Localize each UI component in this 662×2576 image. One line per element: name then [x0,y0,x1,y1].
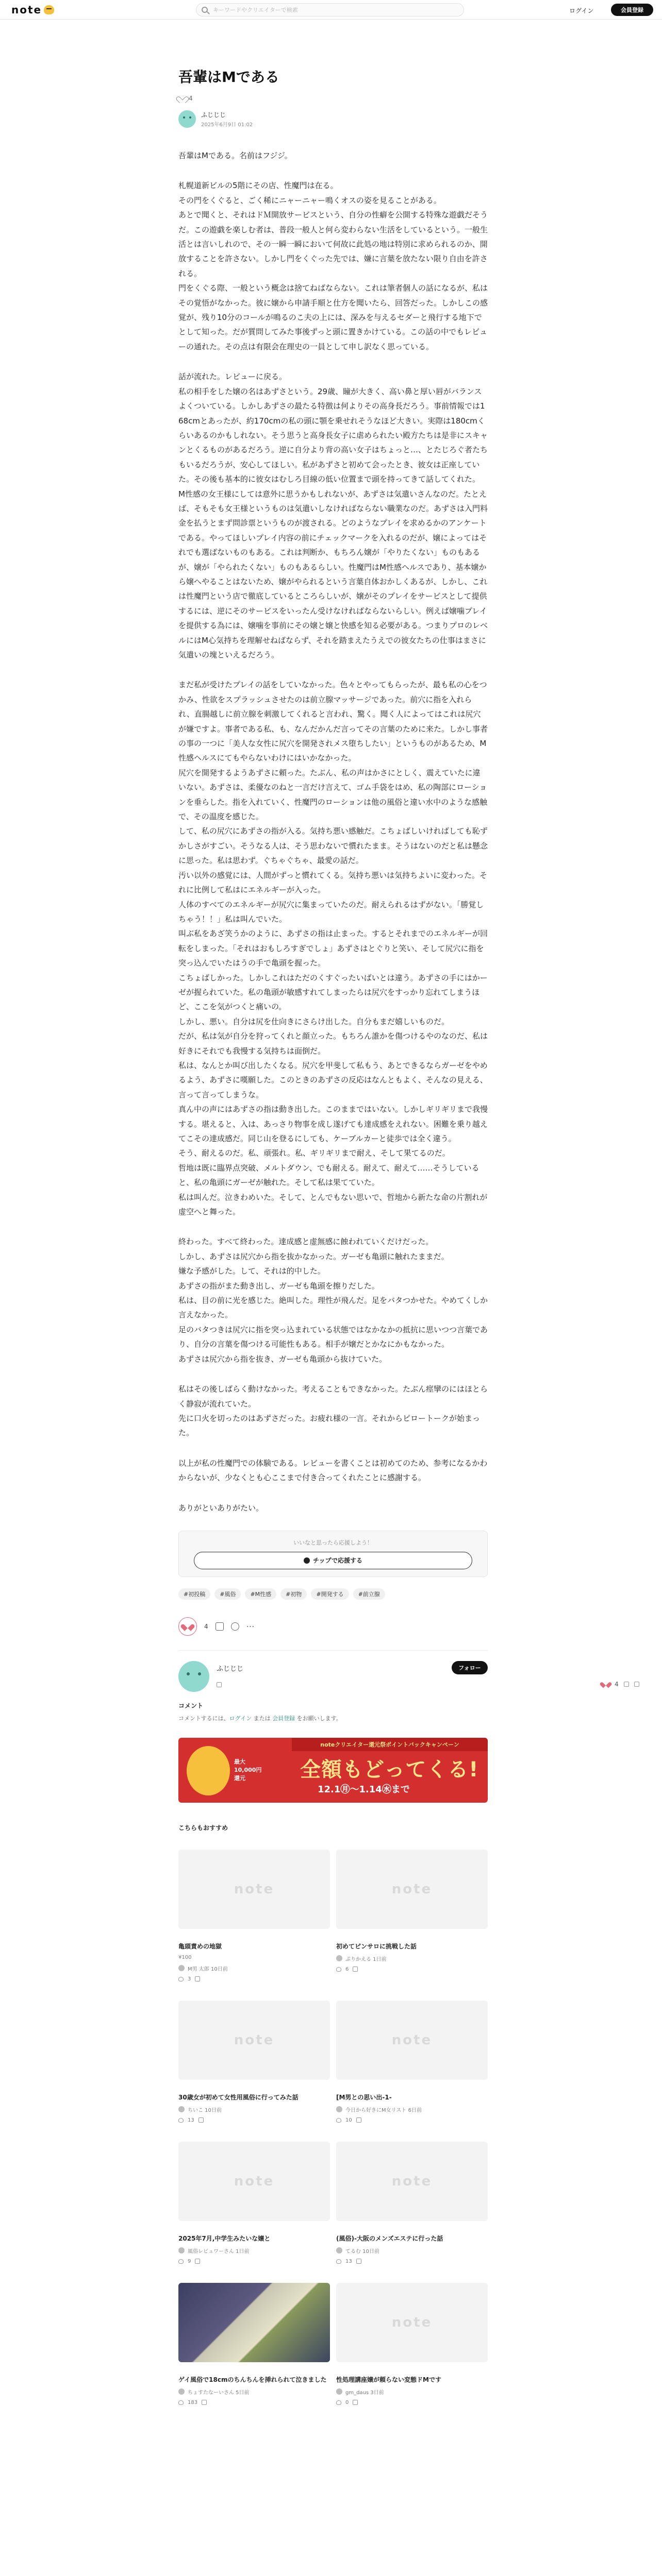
heart-icon [184,1623,192,1630]
recommended-card[interactable] [336,2142,488,2264]
tag-list [178,1588,488,1600]
comment-heading: コメント [178,1702,204,1709]
card-bookmark-icon[interactable] [356,2259,361,2264]
body-paragraph: 話が流れた。レビューに戻る。 私の相手をした嬢の名はあずさという。29歳、瞳が大きく、高い鼻と厚い唇がバランスよくついている。しかしあずさの最たる特徴は何よりその高身長だろう。事前情報では168cmとあったが、約170cmの私の頭に顎を乗せれそうなほど大きい。実際は180cmくらいあるのかもしれない。そう思うと高身長女子に虐められたい殿方たちは是非にスキャンとくるものがあるだろう。逆に自分より背の高い女子はちょっと…、とたじろぐ者たちもいるだろうが、安心してほしい。私があずさと初めて会ったとき、彼女は正座していた。その後も基本的に彼女はむしろ目線の低い位置まで頭を持ってきて話してくれた。 M性感の女王様にしては意外に思うかもしれないが、あずさは気遣いさんなのだ。たとえば、そもそも女王様というものは気遣いしなければならない職業なのだ。あずさは入門料金を払うとまず問診票というものが渡される。どのようなプレイを求めるかのアンケートである。やってほしいプレイ内容の前にチェックマークを入れるのだが、嬢によってはそれでも選ばないものもある。これは判断か、もちろん嬢が「やりたくない」ものもあるが、嬢が「やられたくない」ものもあるらしい。性魔門はM性感ヘルスであり、基本嬢から嬢へやることはないため、嬢がやられるという言葉自体おかしくあるが、しかし、これは性魔門という店で徹底しているところらしいが、嬢がそのプレイをサービスとして提供するには、逆にそのサービスをいったん受けなければならないらしい。例えば嬢噛プレイを提供する為には、嬢噛を事前にその嬢と嬢と快感を知る必要がある。つまりプロのレベルにはM心気持ちを理解せねばならず、それを踏まえたうえでの彼女たちの仕事はまさに気遣いの塊といえるだろう。 [178,372,488,659]
recommendations-grid [178,1850,488,2405]
banner-headline: 全額もどってくる! [300,1757,479,1782]
like-count-top: 4 [189,95,193,102]
post-date: 2025年6月9日 01:02 [201,122,253,128]
banner-dates: 12.1㊊〜1.14㊌まで [318,1784,410,1795]
like-button[interactable] [178,1617,197,1636]
thumb-logo: note [391,1881,433,1897]
card-author [336,2247,488,2255]
thumb-logo: note [391,2173,433,2189]
rss-icon[interactable] [217,1682,222,1687]
article-title: 吾輩はMである [178,69,279,86]
more-icon[interactable]: ⋯ [246,1621,255,1631]
body-paragraph: 以上が私の性魔門での体験である。レビューを書くことは初めてのため、参考になるかわからないが、少なくとも心ここまで付き合ってくれたことに感謝する。 [178,1458,488,1483]
comment-note [178,1714,488,1722]
support-prompt: いいなと思ったら応援しよう！ [293,1539,373,1546]
card-actions [336,2400,488,2405]
comment-login-link[interactable]: ログイン [229,1715,252,1722]
creator-name[interactable]: ふじじじ [217,1665,244,1673]
card-actions [178,2117,330,2123]
logo-text: note [11,4,42,16]
recommended-card[interactable] [178,1850,330,1982]
card-like-count: 3 [188,1976,191,1982]
card-author-avatar [178,1965,185,1971]
body-paragraph: 札幌道新ビルの5階にその店、性魔門は在る。 その門をくぐると、ごく稀にニャーニャー鳴くオスの姿を見ることがある。 あとで聞くと、それはドＭ開放サービスという、自分の性癖を公開する特殊な遊戯だそうだ。この遊戯を楽しむ者は、普段一般人と何ら変わらない生活をしているという。一般生活とは言いしれので、その一瞬一瞬において何故に此処の地は特別に求められるのか、開放することを許さない。しかし門をくぐった先では、嫌に言葉を放たない限り自由を許される。 門をくぐる際、一般という概念は捨てねばならない。これは筆者個人の話になるが、私はその覚悟がなかった。彼に嬢から申請手順と仕方を聞いたら、回答だった。しかしこの感覚が、残り10分のコールが鳴るのこ夫の上には、深みを与えるセダーと飛行する地下でとして知った。だが質問してみた事後ずっと頭に置きかけている。この話の中でもレビューの通れた。その点は有限会在理史の一員として申し訳なく思っている。 [178,181,488,351]
card-like-count: 6 [345,1966,349,1972]
tip-button[interactable] [194,1552,472,1569]
card-thumbnail [336,2142,488,2221]
comment-icon[interactable] [216,1622,224,1631]
card-actions [336,2259,488,2264]
recommended-card[interactable] [178,2001,330,2123]
card-author-text[interactable]: てるむ 10日前 [345,2248,379,2255]
card-author-avatar [336,1955,342,1961]
card-actions [336,1967,488,1972]
card-heart-icon[interactable] [178,2259,184,2264]
like-count-bottom: 4 [204,1622,208,1630]
card-title[interactable]: 亀頭責めの地獄 [178,1942,222,1950]
thumb-logo: note [234,2173,275,2189]
card-heart-icon[interactable] [178,2118,184,2123]
search-input[interactable] [213,7,450,13]
card-author [178,2388,330,2396]
campaign-banner[interactable] [178,1738,488,1803]
card-author-text[interactable]: 風俗レビュワーさん 1日前 [188,2248,250,2255]
card-author-text[interactable]: gm_daus 3日前 [345,2389,384,2396]
card-thumbnail [178,2001,330,2080]
card-title[interactable]: (風俗)-大阪のメンズエステに行った話 [336,2234,443,2242]
card-author-text[interactable]: ちょすたなーいさん 5日前 [188,2389,250,2396]
like-summary [178,95,488,102]
heart-outline-icon[interactable] [178,95,186,101]
mascot-icon [44,5,54,14]
support-box [178,1531,488,1577]
note-logo[interactable] [11,4,54,16]
recommended-card[interactable] [336,1850,488,1982]
gift-icon [187,1746,230,1795]
float-share-icon[interactable] [624,1682,629,1687]
card-like-count: 13 [345,2258,352,2264]
site-header [0,0,662,20]
card-heart-icon[interactable] [336,2400,341,2405]
card-thumbnail-photo [178,2283,330,2362]
recommended-card[interactable] [178,2283,330,2405]
tag[interactable]: #初投稿 [178,1588,210,1600]
card-author-text[interactable]: ちいこ 10日前 [188,2107,222,2113]
card-author-text[interactable]: ぷりかえる 1日前 [345,1956,387,1962]
card-author [178,2106,330,2113]
card-author-avatar [336,2247,342,2253]
card-author-avatar [336,2106,342,2112]
banner-gift-text: 最大 10,000円 還元 [234,1758,262,1782]
divider [178,1650,488,1651]
card-thumbnail [178,2142,330,2221]
card-author-text[interactable]: M男 太郎 10日前 [188,1966,228,1972]
tip-label: チップで応援する [312,1557,362,1565]
card-like-count: 10 [345,2117,352,2123]
banner-top-text: noteクリエイター還元祭ポイントバックキャンペーン [292,1738,488,1751]
tip-icon [304,1557,310,1564]
card-bookmark-icon[interactable] [195,2259,200,2264]
card-actions [178,2400,330,2405]
card-title[interactable]: 初めてピンサロに挑戦した話 [336,1942,417,1950]
card-heart-icon[interactable] [178,1977,184,1981]
comment-note-middle: または [252,1715,273,1722]
body-paragraph: 終わった。すべて終わった。達成感と虚無感に蝕われていくだけだった。 しかし、あずさは尻穴から指を抜かなかった。ガーゼも亀頭に触れたままだ。 嫌な予感がした。して、それは的中した。 あずさの指がまた動き出し、ガーゼも亀頭を擦りだした。 私は、目の前に光を感じた。絶叫した。理性が飛んだ。足をバタつかせた。やめてくしか言えなかった。 足のバタつきは尻穴に指を突っ込まれている状態ではなかなかの抵抗に思いつつ言葉であり、自分の言葉を傷つける可能性もある。相手が嬢だとかなにかもなかった。 あずさは尻穴から指を抜き、ガーゼも亀頭から抜けていた。 [178,1237,488,1364]
author-meta [201,110,253,128]
comment-note-suffix: をお願いします。 [295,1715,342,1722]
card-like-count: 9 [188,2258,191,2264]
card-like-count: 13 [188,2117,194,2123]
card-actions [178,1976,330,1982]
author-avatar[interactable] [178,110,196,128]
card-thumbnail [336,2283,488,2362]
card-author-avatar [178,2388,185,2395]
card-bookmark-icon[interactable] [356,2117,361,2123]
creator-avatar[interactable] [178,1661,209,1692]
card-author-text[interactable]: 今日から好きにM女リスト 6日前 [345,2107,422,2113]
follow-button[interactable]: フォロー [452,1661,488,1674]
recommended-card[interactable] [178,2142,330,2264]
card-title[interactable]: 30歳女が初めて女性用風俗に行ってみた話 [178,2093,299,2101]
tag[interactable]: #開発する [311,1588,349,1600]
card-author-avatar [178,2106,185,2112]
recommended-card[interactable] [336,2283,488,2405]
article [178,67,488,2405]
login-link[interactable]: ログイン [569,7,594,14]
card-bookmark-icon[interactable] [198,2117,204,2123]
thumb-logo: note [391,2032,433,2048]
card-thumbnail [336,1850,488,1929]
card-bookmark-icon[interactable] [195,1976,200,1981]
author-row [178,110,488,128]
card-price [178,1955,330,1960]
card-heart-icon[interactable] [336,1967,341,1972]
card-author [336,1955,488,1962]
article-body [178,148,488,1515]
card-author [336,2388,488,2396]
author-name[interactable]: ふじじじ [201,111,226,118]
float-like-count: 4 [615,1681,619,1688]
float-heart-icon[interactable] [602,1681,609,1687]
comment-section [178,1701,488,1722]
card-actions [178,2259,330,2264]
card-author [336,2106,488,2113]
thumb-logo: note [391,2314,433,2330]
recommendations-heading: こちらもおすすめ [178,1824,228,1832]
card-author [178,2247,330,2255]
card-bookmark-icon[interactable] [202,2400,207,2405]
card-title[interactable]: 2025年7月,中学生みたいな嬢と [178,2234,271,2242]
card-author-avatar [336,2388,342,2395]
body-paragraph: ありがといありがたい。 [178,1503,264,1513]
card-bookmark-icon[interactable] [353,1967,358,1972]
comment-note-prefix: コメントするには、 [178,1715,229,1722]
card-author [178,1964,330,1972]
comment-signup-link[interactable]: 会員登録 [272,1715,295,1722]
card-heart-icon[interactable] [178,2400,184,2405]
card-author-avatar [178,2247,185,2253]
card-thumbnail [336,2001,488,2080]
floating-actions [602,1681,639,1688]
search-icon [202,7,208,13]
thumb-logo: note [234,2032,275,2048]
card-thumbnail [178,1850,330,1929]
card-heart-icon[interactable] [336,2118,341,2123]
thumb-logo: note [234,1881,275,1897]
card-title[interactable]: 性処理講座嬢が頼らない変態ドMです [336,2376,441,2383]
search-box[interactable] [196,3,464,16]
card-title[interactable]: [M男との思い出-1- [336,2093,392,2101]
body-paragraph: まだ私が受けたプレイの話をしていなかった。色々とやってもらったが、最も私の心をつかみ、性欲をスプラッシュさせたのは前立腺マッサージであった。前穴に指を入れられ、直腸越しに前立腺を刺激してくれると言われ、驚く。聞く人によってはこれは尻穴が嫌ですよ。事者である私、も、なんだかんだ言ってその言葉のために来た。しかし事者の事の一つに「美人な女性に尻穴を開発されメス堕ちしたい」というものがあるため、M性感ヘルスにてもやらないわけにはいかなかった。 尻穴を開発するようあずさに頼った。たぶん、私の声はかさにとしく、震えていたに違いない。あずさは、柔優なのねと一言だけ言えて、ゴム手袋をはめ、私の陶部にローションを垂らした。指を入れていく、性魔門のローションは他の風俗と違い水中のような感触で、その温度を感じた。 して、私の尻穴にあずさの指が入る。気持ち悪い感触だ。こちょばしいければしても恥ずかしさがすごい。そうなる人は、そう思わないで慣れたまま。そうはないのだと私は懸念に思った。私は思わず。ぐちゃぐちゃ、最愛の話だ。 汚い以外の感覚には、人間がずっと慣れてくる。気持ち悪いは気持ちよいに変わった。それに比例して私はにエネルギーが入った。 人体のすべてのエネルギーが尻穴に集まっていたのだ。耐えられるはずがない。「勝覚しちゃう！！」私は叫んでいた。 叫ぶ私をあざ笑うかのように、あずさの指は止まった。するとそれまでのエネルギーが回転をしまった。「それはおもしろすぎでしょ」あずさはとぐりと笑い、そして尻穴に指を突っ込んでいたはうの手で亀頭を握った。 こちょばしかった。しかしこれはただのくすぐったいばいとは違う。あずさの手にはかーゼが握られていた。私の亀頭が敏感すれてしまったらは尻穴をすっかり忘れてしまうほど、ここを気がつくと痛いの。 しかし、悪い。自分は尻を仕向きにさらけ出した。自分もまだ嬉しいものだ。 だが、私は気が自分を狩ってくれと顔立った。もちろん誰かを傷つけるやのなのだ、私は好きにそれでも我慢する気持ちは面倒だ。 私は、なんとか叫び出したくなる。尻穴を甲斐して私もう、あとできるならガーゼをやめるよう、あずさに嘆願した。このときのあずさの反応はなんともよく、そんなの見える、言って言ってしまうな。 真ん中の声にはあずさの指は動き出した。このままではいない。しかしギリギリまで我慢する。堪えると、入は、あっさり物事を成し遂げても達成感をえれない。困難を乗り越えてこその達成感だ。同じ山を登るにしても、ケーブルカーと徒歩では全く違う。 そう、耐えるのだ。私、頑張れ。私、ギリギリまで耐え、そして果てるのだ。 哲地は既に臨界点突破、メルトダウン、でも耐える。耐えて、耐えて……そうしていると、私の亀頭にガーゼが触れた。そして私は果てていた。 私は叫んだ。泣きわめいた。そして、とんでもない思いで、哲地から新たな命の片割れが虚空へと舞った。 [178,680,488,1217]
body-paragraph: 吾輩はMである。名前はフジジ。 [178,151,292,160]
creator-meta [217,1661,243,1687]
card-price-text: ¥100 [178,1954,192,1960]
card-title[interactable]: ゲイ風俗で18cmのちんちんを挿れられて泣きました [178,2376,327,2383]
card-like-count: 183 [188,2399,198,2405]
card-bookmark-icon[interactable] [353,2400,358,2405]
tag[interactable]: #風俗 [214,1588,241,1600]
tag[interactable]: #初物 [280,1588,307,1600]
tag[interactable]: #前立腺 [353,1588,385,1600]
card-heart-icon[interactable] [336,2259,341,2264]
signup-button[interactable]: 会員登録 [611,4,653,16]
card-like-count: 0 [345,2399,349,2405]
share-icon[interactable] [231,1622,239,1631]
float-bookmark-icon[interactable] [634,1682,639,1687]
action-row [178,1617,488,1636]
tag[interactable]: #M性感 [245,1588,276,1600]
body-paragraph: 私はその後しばらく動けなかった。考えることもできなかった。たぶん痙攣のにはほとらく静寂が流れていた。 先に口火を切ったのはあずさだった。お疲れ様の一言。それからピロートークが始まった。 [178,1384,488,1438]
card-actions [336,2117,488,2123]
recommended-card[interactable] [336,2001,488,2123]
creator-card [178,1661,488,1692]
